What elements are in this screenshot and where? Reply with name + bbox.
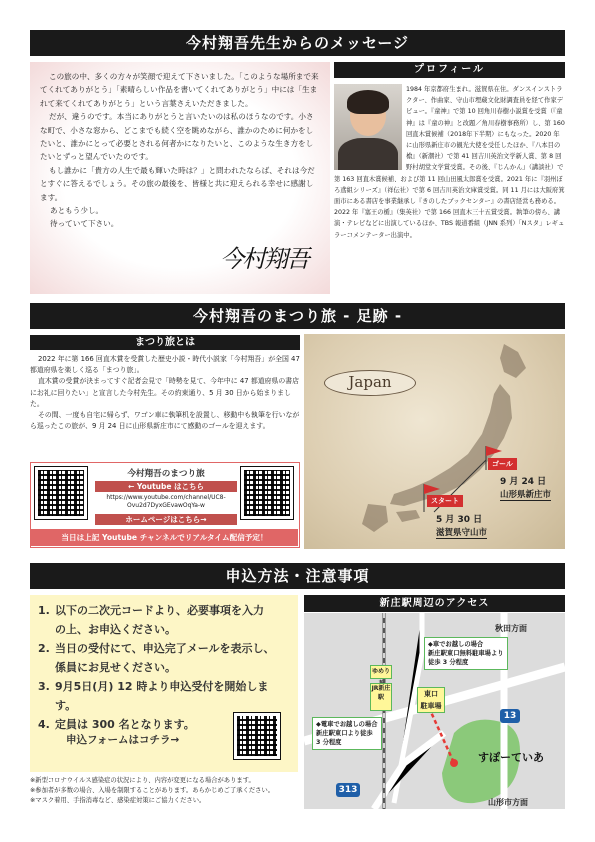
youtube-qr-code[interactable] bbox=[35, 467, 87, 519]
application-step: 3. 9月5日(月) 12 時より申込受付を開始しま す。 bbox=[38, 680, 269, 712]
goal-place: 山形県新庄市 bbox=[500, 490, 552, 500]
start-date: 5 月 30 日 bbox=[436, 515, 483, 525]
application-form-link[interactable]: 申込フォームはコチラ→ bbox=[66, 734, 180, 746]
japan-label: Japan bbox=[324, 370, 416, 396]
message-paragraph: もし誰かに「貴方の人生で最も輝いた時は？」と問われたならば、それは今だとすぐに答えるでしょう。その旅の最後を、皆様と共に迎えられる幸せに感謝します。 bbox=[40, 165, 315, 202]
note-item: ※マスク着用、手指消毒など、感染症対策にご協力ください。 bbox=[30, 797, 206, 804]
youtube-box-title: 今村翔吾のまつり旅 bbox=[127, 469, 205, 479]
message-heading: 今村翔吾先生からのメッセージ bbox=[30, 30, 565, 56]
notes bbox=[30, 776, 298, 806]
profile-body bbox=[334, 84, 565, 241]
japan-route-map bbox=[304, 334, 565, 549]
destination-label: すぽーていあ bbox=[478, 751, 544, 764]
east-exit-parking: 東口 駐車場 bbox=[417, 687, 445, 713]
route-313-badge: 313 bbox=[336, 783, 360, 797]
access-heading: 新庄駅周辺のアクセス bbox=[304, 595, 565, 612]
message-paragraph: だが、違うのです。本当にありがとうと言いたいのは私のほうなのです。小さな町で、小さな窓から、どこまでも続く空を眺めながら、誰かのために何かをしたいと、誰かにとって必要とされる何者かになりたいと、このような生き方をしたいとずっと望んでいたのです。 bbox=[40, 112, 314, 162]
route-13-badge: 13 bbox=[500, 709, 520, 723]
message-paragraph: この旅の中、多くの方々が笑顔で迎えて下さいました。「このような場所まで来てくれてありがとう」「素晴らしい作品を書いてくれてありがとう」中には「生まれて来てくれてありがとう」という言葉さえいただきました。 bbox=[40, 72, 319, 108]
application-step: 4. 定員は 300 名となります。 bbox=[38, 718, 195, 731]
application-box bbox=[30, 595, 298, 772]
application-qr-code[interactable] bbox=[234, 713, 280, 759]
goal-flag-label: ゴール bbox=[488, 458, 517, 470]
application-step: 2. 当日の受付にて、申込完了メールを表示し、 係員にお見せください。 bbox=[38, 642, 275, 674]
youtube-url[interactable]: https://www.youtube.com/channel/UC8-Ovu2d7DyxGEvawOqYa-w bbox=[106, 494, 226, 509]
matsuri-heading: 今村翔吾のまつり旅 - 足跡 - bbox=[30, 303, 565, 329]
car-access-note: ◆車でお越しの場合 新庄駅東口無料駐車場より 徒歩 3 分程度 bbox=[424, 637, 508, 670]
youtube-link[interactable]: ← Youtube はこちら bbox=[95, 481, 237, 492]
profile-heading: プロフィール bbox=[334, 62, 565, 78]
yumeria-label: ゆめり bbox=[370, 665, 392, 679]
yamagata-direction: 山形市方面 bbox=[488, 798, 528, 807]
matsuri-paragraph: 2022 年に第 166 回直木賞を受賞した歴史小説・時代小説家「今村翔吾」が全国 47 都道府県を楽しく巡る「まつり旅」。 bbox=[30, 355, 300, 375]
japan-outline bbox=[304, 334, 565, 549]
homepage-link[interactable]: ホームページはこちら→ bbox=[95, 514, 237, 525]
start-flag-label: スタート bbox=[427, 495, 463, 507]
message-box bbox=[30, 62, 330, 294]
start-place: 滋賀県守山市 bbox=[436, 528, 488, 538]
access-map bbox=[304, 613, 565, 809]
note-item: ※新型コロナウイルス感染症の状況により、内容が変更になる場合があります。 bbox=[30, 777, 255, 784]
shinjo-station-label: JR新庄駅 bbox=[370, 683, 392, 711]
matsuri-subheading: まつり旅とは bbox=[30, 335, 300, 350]
note-item: ※参加者が多数の場合、入場を制限することがあります。あらかじめご了承ください。 bbox=[30, 787, 275, 794]
akita-direction: 秋田方面 bbox=[495, 624, 527, 633]
homepage-qr-code[interactable] bbox=[241, 467, 293, 519]
matsuri-description bbox=[30, 354, 300, 432]
profile-text: 1984 年京都府生まれ。滋賀県在住。ダンスインストラクター、作曲家、守山市埋蔵文化財調査員を経て作家デビュー。『童神』で第 10 回角川春樹小説賞を受賞（『童神』は『童の神』と改題／角川春樹事務所）し、第 160 回直木賞候補（2018年下半期）にもなった。2020 年に山形県新庄市の観光大使を受任したほか、『八本目の槍』（新潮社）で第 41 回吉川英治文学新人賞、第 8 回野村胡堂文学賞受賞。その後、『じんかん』（講談社）で第 163 回直木賞候補、および第 11 回山田風太郎賞を受賞。2021 年に『羽州ぼろ鳶組シリーズ』（祥伝社）で第 6 回吉川英治文庫賞受賞。同 11 月には大阪府箕面市にある書店を事業継承し『きのしたブックセンター』の書店経営も務める。2022 年『塞王の楯』（集英社）で第 166 回直木三十五賞受賞。執筆の傍ら、講演・テレビなどに出演しているほか、TBS 報道番組（JNN 系列）「Nスタ」レギュラーコメンテーター出演中。 bbox=[334, 86, 565, 239]
application-step: 1. 以下の二次元コードより、必要事項を入力 の上、お申込ください。 bbox=[38, 604, 264, 636]
author-signature: 今村翔吾 bbox=[220, 245, 308, 273]
matsuri-paragraph: その間、一度も自宅に帰らず、ワゴン車に執筆机を設置し、移動中も執筆を行いながら巡ったこの旅が、9 月 24 日に山形県新庄市にて感動のゴールを迎えます。 bbox=[30, 411, 300, 431]
message-closing: あともう少し。 bbox=[50, 206, 104, 216]
train-access-note: ◆電車でお越しの場合 新庄駅東口より徒歩 3 分程度 bbox=[312, 717, 382, 750]
matsuri-paragraph: 直木賞の受賞が決まってすぐ記者会見で「時勢を見て、今年中に 47 都道府県の書店にお礼に回りたい」と宣言した今村先生。その約束通り、5 月 30 日から始まりました。 bbox=[30, 377, 300, 408]
goal-date: 9 月 24 日 bbox=[500, 477, 547, 487]
live-stream-notice: 当日は上記 Youtube チャンネルでリアルタイム配信予定！ bbox=[31, 529, 298, 546]
youtube-info-box bbox=[30, 462, 300, 548]
message-closing: 待っていて下さい。 bbox=[50, 219, 119, 229]
application-heading: 申込方法・注意事項 bbox=[30, 563, 565, 589]
